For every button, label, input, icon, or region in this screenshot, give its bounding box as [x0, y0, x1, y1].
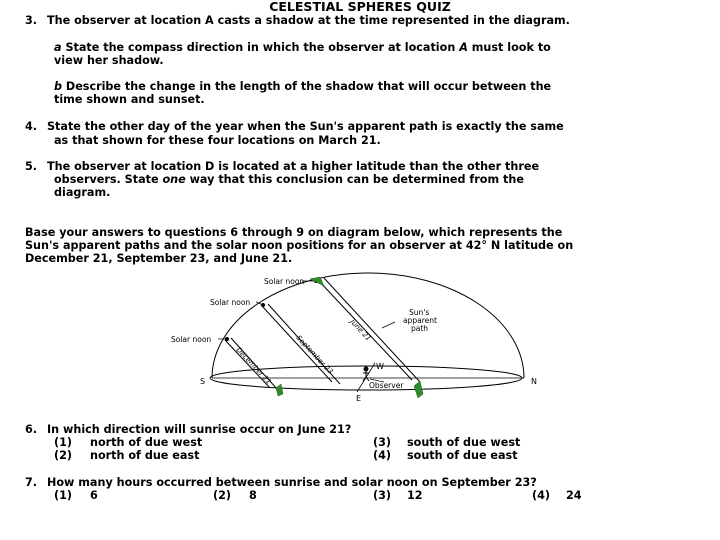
option-number: (1) [54, 489, 73, 502]
solar-noon-label-left: Solar noon [171, 335, 212, 344]
suns-path-label: Sun's apparent path [403, 308, 437, 333]
question-5-line3: diagram. [54, 186, 111, 199]
emphasis: one [162, 173, 186, 186]
question-number: 7. [25, 476, 38, 489]
q6-option-4[interactable] [373, 449, 518, 462]
north-label: N [531, 377, 537, 386]
option-text: 12 [407, 489, 423, 502]
question-number: 5. [25, 160, 38, 173]
west-label: W [376, 362, 384, 371]
question-text: The observer at location A casts a shadow at the time represented in the diagram. [47, 14, 570, 27]
option-number: (3) [373, 436, 392, 449]
option-text: 8 [249, 489, 257, 502]
option-text: 6 [90, 489, 98, 502]
question-3a-line2: view her shadow. [54, 54, 164, 67]
option-number: (2) [54, 449, 73, 462]
q6-option-1[interactable] [54, 436, 202, 449]
q6-option-2[interactable] [54, 449, 199, 462]
part-text: must look to [467, 41, 551, 54]
question-4-line2: as that shown for these four locations on March 21. [54, 134, 381, 147]
observer-label: Observer [369, 381, 404, 390]
question-3b-line2: time shown and sunset. [54, 93, 205, 106]
q7-option-4[interactable] [532, 489, 582, 502]
question-text: way that this conclusion can be determined from the [185, 173, 524, 186]
question-7 [25, 476, 537, 489]
question-text: observers. State [54, 173, 163, 186]
intro-line-3: December 21, September 23, and June 21. [25, 252, 293, 265]
intro-line-1: Base your answers to questions 6 through 9 on diagram below, which represents the [25, 226, 563, 239]
option-number: (2) [213, 489, 232, 502]
option-number: (3) [373, 489, 392, 502]
option-text: south of due west [407, 436, 521, 449]
question-number: 4. [25, 120, 38, 133]
part-text: State the compass direction in which the observer at location [61, 41, 460, 54]
option-number: (4) [532, 489, 551, 502]
sunrise-marker-december [276, 384, 283, 396]
option-text: north of due east [90, 449, 200, 462]
location-letter: A [459, 41, 468, 54]
september-23-label: September 23 [294, 333, 335, 376]
question-text: State the other day of the year when the Sun's apparent path is exactly the same [47, 120, 564, 133]
option-text: 24 [566, 489, 582, 502]
sunrise-marker-june [414, 381, 423, 398]
june-21-label: June 21 [348, 317, 373, 343]
page-title: CELESTIAL SPHERES QUIZ [269, 0, 451, 14]
option-text: north of due west [90, 436, 203, 449]
option-number: (1) [54, 436, 73, 449]
december-21-label: December 21 [234, 345, 273, 387]
part-letter: a [54, 41, 62, 54]
q7-option-3[interactable] [373, 489, 423, 502]
solar-noon-marker [310, 277, 324, 286]
q6-option-3[interactable] [373, 436, 520, 449]
question-number: 3. [25, 14, 38, 27]
south-label: S [200, 377, 206, 386]
question-text: How many hours occurred between sunrise and solar noon on September 23? [47, 476, 537, 489]
intro-line-2: Sun's apparent paths and the solar noon positions for an observer at 42° N latitude on [25, 239, 574, 252]
part-text: Describe the change in the length of the shadow that will occur between the [62, 80, 552, 93]
solar-noon-label-mid: Solar noon [210, 298, 251, 307]
part-letter: b [54, 80, 63, 93]
q7-option-2[interactable] [213, 489, 257, 502]
option-number: (4) [373, 449, 392, 462]
solar-noon-label-top: Solar noon [264, 277, 305, 286]
question-6 [25, 423, 351, 436]
option-text: south of due east [407, 449, 518, 462]
q7-option-1[interactable] [54, 489, 98, 502]
question-number: 6. [25, 423, 38, 436]
east-label: E [356, 394, 362, 403]
question-text: The observer at location D is located at a higher latitude than the other three [47, 160, 540, 173]
question-text: In which direction will sunrise occur on June 21? [47, 423, 352, 436]
